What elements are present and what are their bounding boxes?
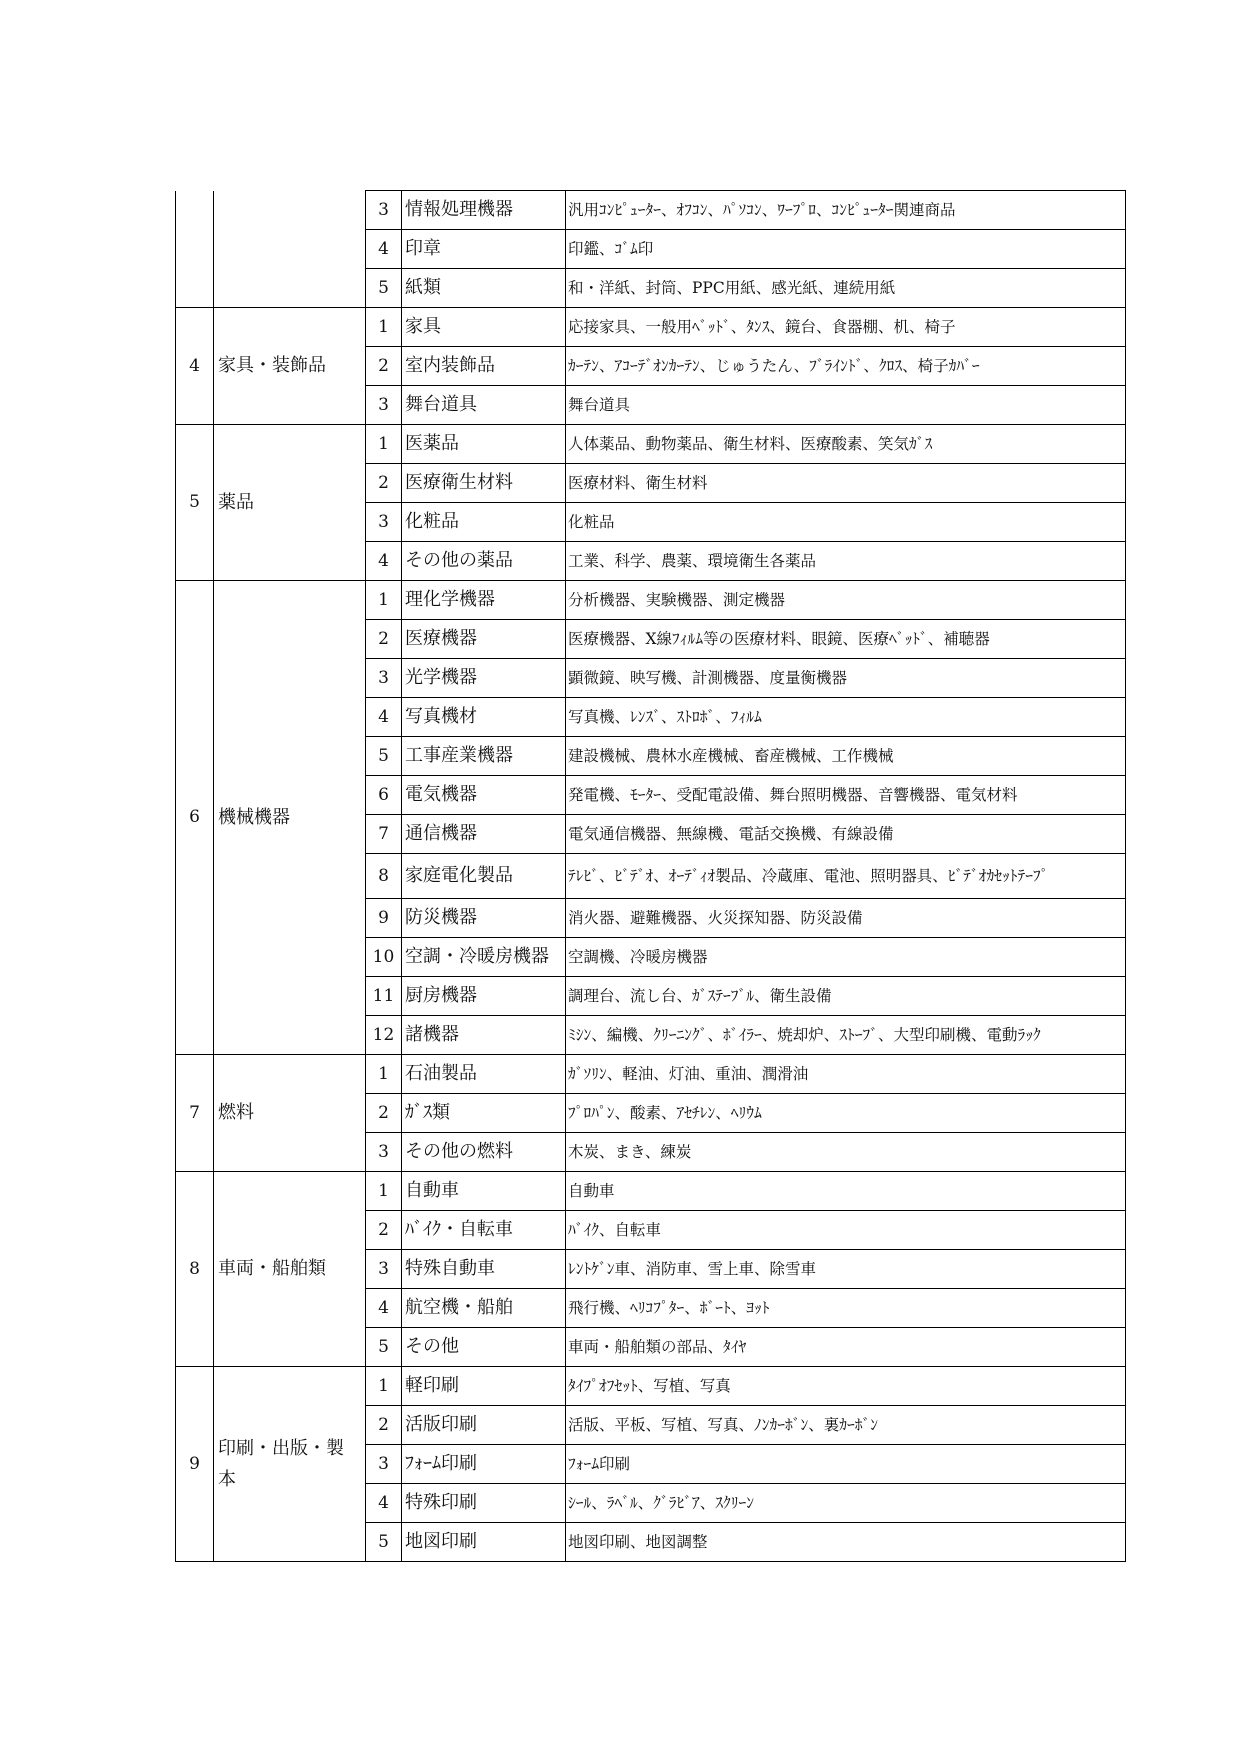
category-number <box>176 191 214 308</box>
table-row <box>176 425 1126 464</box>
category-group <box>176 1055 1126 1172</box>
subcategory-number: 4 <box>366 1289 402 1328</box>
subcategory-number: 3 <box>366 386 402 425</box>
item-examples: ﾚﾝﾄｹﾞﾝ車、消防車、雪上車、除雪車 <box>566 1250 1126 1289</box>
subcategory-name: 通信機器 <box>402 815 566 854</box>
subcategory-name: ｶﾞｽ類 <box>402 1094 566 1133</box>
item-examples: 顕微鏡、映写機、計測機器、度量衡機器 <box>566 659 1126 698</box>
subcategory-number: 1 <box>366 425 402 464</box>
table-row <box>176 581 1126 620</box>
subcategory-name: 家庭電化製品 <box>402 854 566 899</box>
item-examples: 空調機、冷暖房機器 <box>566 938 1126 977</box>
subcategory-name: 自動車 <box>402 1172 566 1211</box>
subcategory-number: 2 <box>366 464 402 503</box>
item-examples: 飛行機、ﾍﾘｺﾌﾟﾀｰ、ﾎﾞｰﾄ、ﾖｯﾄ <box>566 1289 1126 1328</box>
subcategory-name: 写真機材 <box>402 698 566 737</box>
subcategory-number: 3 <box>366 1445 402 1484</box>
subcategory-name: 諸機器 <box>402 1016 566 1055</box>
subcategory-number: 9 <box>366 899 402 938</box>
category-name: 機械機器 <box>214 581 366 1055</box>
table-row <box>176 1367 1126 1406</box>
item-examples: 分析機器、実験機器、測定機器 <box>566 581 1126 620</box>
subcategory-name: 光学機器 <box>402 659 566 698</box>
subcategory-number: 3 <box>366 191 402 230</box>
subcategory-number: 1 <box>366 581 402 620</box>
subcategory-name: 化粧品 <box>402 503 566 542</box>
category-name: 薬品 <box>214 425 366 581</box>
item-examples: 応接家具、一般用ﾍﾞｯﾄﾞ、ﾀﾝｽ、鏡台、食器棚、机、椅子 <box>566 308 1126 347</box>
subcategory-name: 空調・冷暖房機器 <box>402 938 566 977</box>
subcategory-name: ﾌｫｰﾑ印刷 <box>402 1445 566 1484</box>
item-examples: 活版、平板、写植、写真、ﾉﾝｶｰﾎﾞﾝ、裏ｶｰﾎﾞﾝ <box>566 1406 1126 1445</box>
subcategory-name: 医療機器 <box>402 620 566 659</box>
table-row <box>176 1055 1126 1094</box>
category-group <box>176 425 1126 581</box>
category-group <box>176 581 1126 1055</box>
subcategory-number: 4 <box>366 698 402 737</box>
category-group <box>176 1367 1126 1562</box>
subcategory-name: 紙類 <box>402 269 566 308</box>
item-examples: 人体薬品、動物薬品、衛生材料、医療酸素、笑気ｶﾞｽ <box>566 425 1126 464</box>
item-examples: 車両・船舶類の部品、ﾀｲﾔ <box>566 1328 1126 1367</box>
category-number: 9 <box>176 1367 214 1562</box>
subcategory-number: 12 <box>366 1016 402 1055</box>
subcategory-number: 1 <box>366 1055 402 1094</box>
table-row <box>176 1172 1126 1211</box>
subcategory-number: 7 <box>366 815 402 854</box>
item-examples: ｶﾞｿﾘﾝ、軽油、灯油、重油、潤滑油 <box>566 1055 1126 1094</box>
category-name: 燃料 <box>214 1055 366 1172</box>
subcategory-name: 印章 <box>402 230 566 269</box>
item-examples: 舞台道具 <box>566 386 1126 425</box>
subcategory-name: 軽印刷 <box>402 1367 566 1406</box>
item-examples: 医療材料、衛生材料 <box>566 464 1126 503</box>
item-examples: 発電機、ﾓｰﾀｰ、受配電設備、舞台照明機器、音響機器、電気材料 <box>566 776 1126 815</box>
item-examples: 自動車 <box>566 1172 1126 1211</box>
category-number: 6 <box>176 581 214 1055</box>
subcategory-name: 医療衛生材料 <box>402 464 566 503</box>
subcategory-name: 特殊自動車 <box>402 1250 566 1289</box>
item-examples: 医療機器、X線ﾌｨﾙﾑ等の医療材料、眼鏡、医療ﾍﾞｯﾄﾞ、補聴器 <box>566 620 1126 659</box>
subcategory-number: 2 <box>366 347 402 386</box>
subcategory-number: 10 <box>366 938 402 977</box>
subcategory-number: 3 <box>366 1133 402 1172</box>
category-number: 7 <box>176 1055 214 1172</box>
subcategory-number: 5 <box>366 1523 402 1562</box>
item-examples: 木炭、まき、練炭 <box>566 1133 1126 1172</box>
subcategory-name: 舞台道具 <box>402 386 566 425</box>
item-examples: ｼｰﾙ、ﾗﾍﾞﾙ、ｸﾞﾗﾋﾞｱ、ｽｸﾘｰﾝ <box>566 1484 1126 1523</box>
item-examples: 化粧品 <box>566 503 1126 542</box>
subcategory-name: 理化学機器 <box>402 581 566 620</box>
category-number: 4 <box>176 308 214 425</box>
subcategory-number: 3 <box>366 503 402 542</box>
subcategory-number: 4 <box>366 230 402 269</box>
item-examples: 印鑑、ｺﾞﾑ印 <box>566 230 1126 269</box>
category-name: 車両・船舶類 <box>214 1172 366 1367</box>
subcategory-name: その他の燃料 <box>402 1133 566 1172</box>
category-name: 印刷・出版・製本 <box>214 1367 366 1562</box>
item-examples: ﾀｲﾌﾟｵﾌｾｯﾄ、写植、写真 <box>566 1367 1126 1406</box>
category-name: 家具・装飾品 <box>214 308 366 425</box>
category-name <box>214 191 366 308</box>
subcategory-name: 室内装飾品 <box>402 347 566 386</box>
item-examples: 汎用ｺﾝﾋﾟｭｰﾀｰ、ｵﾌｺﾝ、ﾊﾟｿｺﾝ、ﾜｰﾌﾟﾛ、ｺﾝﾋﾟｭｰﾀｰ関連商品 <box>566 191 1126 230</box>
subcategory-name: 家具 <box>402 308 566 347</box>
subcategory-number: 11 <box>366 977 402 1016</box>
category-group <box>176 308 1126 425</box>
subcategory-name: 活版印刷 <box>402 1406 566 1445</box>
subcategory-name: 工事産業機器 <box>402 737 566 776</box>
item-examples: 写真機、ﾚﾝｽﾞ、ｽﾄﾛﾎﾞ、ﾌｨﾙﾑ <box>566 698 1126 737</box>
category-group <box>176 191 1126 308</box>
item-examples: ﾌﾟﾛﾊﾟﾝ、酸素、ｱｾﾁﾚﾝ、ﾍﾘｳﾑ <box>566 1094 1126 1133</box>
subcategory-name: 地図印刷 <box>402 1523 566 1562</box>
subcategory-number: 8 <box>366 854 402 899</box>
subcategory-number: 4 <box>366 542 402 581</box>
subcategory-number: 5 <box>366 737 402 776</box>
category-group <box>176 1172 1126 1367</box>
item-examples: 電気通信機器、無線機、電話交換機、有線設備 <box>566 815 1126 854</box>
table-row <box>176 191 1126 230</box>
subcategory-number: 2 <box>366 620 402 659</box>
subcategory-name: 厨房機器 <box>402 977 566 1016</box>
subcategory-number: 3 <box>366 659 402 698</box>
subcategory-number: 5 <box>366 1328 402 1367</box>
item-examples: ﾊﾞｲｸ、自転車 <box>566 1211 1126 1250</box>
subcategory-number: 6 <box>366 776 402 815</box>
item-examples: ﾃﾚﾋﾞ、ﾋﾞﾃﾞｵ、ｵｰﾃﾞｨｵ製品、冷蔵庫、電池、照明器具、ﾋﾞﾃﾞｵｶｾｯﾄﾃｰﾌﾟ <box>566 854 1126 899</box>
subcategory-name: 石油製品 <box>402 1055 566 1094</box>
subcategory-number: 1 <box>366 308 402 347</box>
subcategory-name: その他の薬品 <box>402 542 566 581</box>
item-examples: 消火器、避難機器、火災探知器、防災設備 <box>566 899 1126 938</box>
subcategory-name: 情報処理機器 <box>402 191 566 230</box>
subcategory-name: 航空機・船舶 <box>402 1289 566 1328</box>
subcategory-number: 2 <box>366 1211 402 1250</box>
table-row <box>176 308 1126 347</box>
item-examples: 和・洋紙、封筒、PPC用紙、感光紙、連続用紙 <box>566 269 1126 308</box>
subcategory-number: 2 <box>366 1094 402 1133</box>
item-examples: 建設機械、農林水産機械、畜産機械、工作機械 <box>566 737 1126 776</box>
subcategory-number: 1 <box>366 1172 402 1211</box>
subcategory-name: ﾊﾞｲｸ・自転車 <box>402 1211 566 1250</box>
subcategory-name: その他 <box>402 1328 566 1367</box>
item-examples: ﾌｫｰﾑ印刷 <box>566 1445 1126 1484</box>
item-examples: ｶｰﾃﾝ、ｱｺｰﾃﾞｵﾝｶｰﾃﾝ、じゅうたん、ﾌﾞﾗｲﾝﾄﾞ、ｸﾛｽ、椅子ｶﾊﾞｰ <box>566 347 1126 386</box>
item-examples: ﾐｼﾝ、編機、ｸﾘｰﾆﾝｸﾞ、ﾎﾞｲﾗｰ、焼却炉、ｽﾄｰﾌﾞ、大型印刷機、電動ﾗｯｸ <box>566 1016 1126 1055</box>
subcategory-number: 2 <box>366 1406 402 1445</box>
subcategory-name: 特殊印刷 <box>402 1484 566 1523</box>
category-number: 5 <box>176 425 214 581</box>
category-table <box>175 190 1126 1562</box>
subcategory-number: 4 <box>366 1484 402 1523</box>
subcategory-number: 1 <box>366 1367 402 1406</box>
category-number: 8 <box>176 1172 214 1367</box>
item-examples: 調理台、流し台、ｶﾞｽﾃｰﾌﾞﾙ、衛生設備 <box>566 977 1126 1016</box>
item-examples: 地図印刷、地図調整 <box>566 1523 1126 1562</box>
subcategory-number: 5 <box>366 269 402 308</box>
item-examples: 工業、科学、農薬、環境衛生各薬品 <box>566 542 1126 581</box>
subcategory-number: 3 <box>366 1250 402 1289</box>
subcategory-name: 電気機器 <box>402 776 566 815</box>
subcategory-name: 医薬品 <box>402 425 566 464</box>
subcategory-name: 防災機器 <box>402 899 566 938</box>
